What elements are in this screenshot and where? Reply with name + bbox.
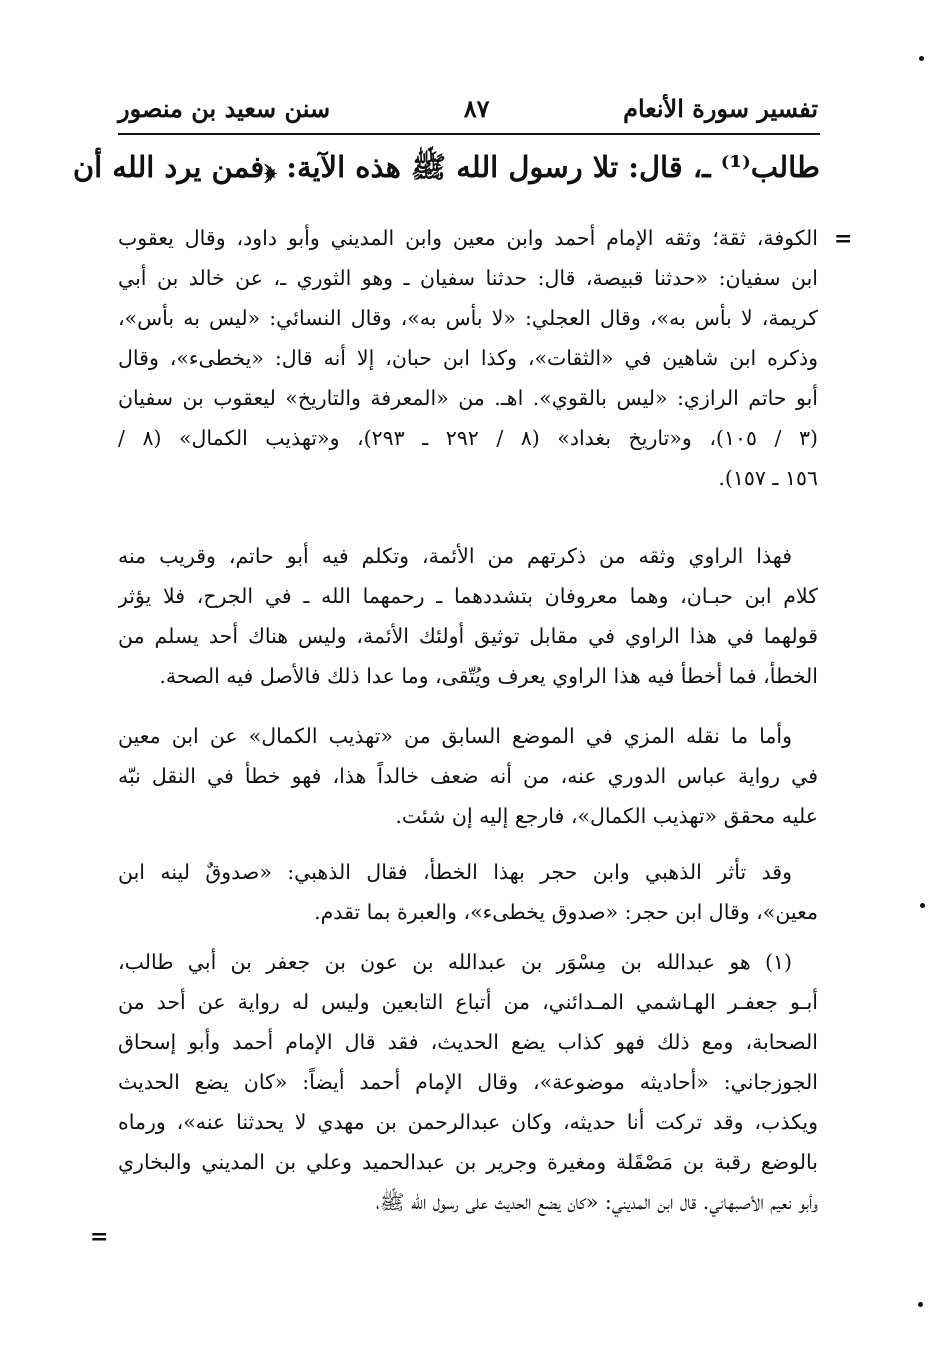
footnote-line: ويكذب، وقد تركت أنا حديثه، وكان عبدالرحمن بن مهدي لا يحدثنا عنه»، ورماه [118, 1110, 818, 1134]
paragraph-line: في رواية عباس الدوري عنه، من أنه ضعف خالداً هذا، فهو خطأ في النقل نبّه [118, 764, 818, 788]
page-number: ٨٧ [463, 93, 490, 123]
footnote-line: وأبو نعيم الأصبهاني. قال ابن المديني: «كان يضع الحديث على رسول الله ﷺ، [375, 1190, 818, 1214]
running-header [118, 88, 818, 128]
footnote-line: الكوفة، ثقة؛ وثقه الإمام أحمد وابن معين وابن المديني وأبو داود، وقال يعقوب [118, 226, 818, 250]
main-text-line: طالب⁽¹⁾ ـ، قال: تلا رسول الله ﷺ هذه الآية: ﴿فمن يرد الله أن [72, 150, 820, 184]
paragraph-line: فهذا الراوي وثقه من ذكرتهم من الأئمة، وتكلم فيه أبو حاتم، وقريب منه [118, 544, 792, 568]
book-title: سنن سعيد بن منصور [118, 93, 331, 123]
footnote-1 [118, 942, 818, 1222]
footnote-line: الجوزجاني: «أحاديثه موضوعة»، وقال الإمام أحمد أيضاً: «كان يضع الحديث [118, 1070, 818, 1094]
paragraph-line: الخطأ، فما أخطأ فيه هذا الراوي يعرف ويُتّقى، وما عدا ذلك فالأصل فيه الصحة. [159, 664, 818, 688]
scan-speck [919, 56, 924, 61]
footnote-line: ابن سفيان: «حدثنا قبيصة، قال: حدثنا سفيان ـ وهو الثوري ـ، عن خالد بن أبي [118, 266, 818, 290]
paragraph-line: معين»، وقال ابن حجر: «صدوق يخطىء»، والعبرة بما تقدم. [314, 900, 818, 924]
paragraph-line: وقد تأثر الذهبي وابن حجر بهذا الخطأ، فقال الذهبي: «صدوقٌ لينه ابن [118, 860, 792, 884]
paragraph-line: عليه محقق «تهذيب الكمال»، فارجع إليه إن شئت. [395, 804, 818, 828]
footnote-line: أبـو جعفـر الهـاشمي المـدائني، من أتباع التابعين وليس له رواية عن أحد من [118, 990, 818, 1014]
paragraph-line: كلام ابن حبـان، وهما معروفان بتشددهما ـ رحمهما الله ـ في الجرح، فلا يؤثر [118, 584, 818, 608]
footnote-line: وذكره ابن شاهين في «الثقات»، وكذا ابن حبان، إلا أنه قال: «يخطىء»، وقال [118, 346, 818, 370]
footnote-line: (٣ / ١٠٥)، و«تاريخ بغداد» (٨ / ٢٩٢ ـ ٢٩٣)، و«تهذيب الكمال» (٨ / [118, 426, 818, 450]
surah-title: تفسير سورة الأنعام [623, 93, 818, 123]
footnote-line: ١٥٦ ـ ١٥٧). [718, 466, 818, 490]
continuation-mark-top: = [834, 226, 853, 252]
footnote-line: الصحابة، ومع ذلك فهو كذاب يضع الحديث، فقد قال الإمام أحمد وأبو إسحاق [118, 1030, 818, 1054]
paragraph-line: وأما ما نقله المزي في الموضع السابق من «تهذيب الكمال» عن ابن معين [118, 724, 792, 748]
paragraph-line: قولهما في هذا الراوي في مقابل توثيق أولئك الأئمة، وليس هناك أحد يسلم من [118, 624, 818, 648]
header-rule [118, 133, 820, 135]
footnote-line: (١) هو عبدالله بن مِسْوَر بن عبدالله بن عون بن جعفر بن أبي طالب، [118, 950, 792, 974]
paragraph-1 [118, 536, 818, 696]
footnote-line: بالوضع رقبة بن مَصْقَلة ومغيرة وجرير بن عبدالحميد وعلي بن المديني والبخاري [118, 1150, 818, 1174]
footnote-line: كريمة، لا بأس به»، وقال العجلي: «لا بأس به»، وقال النسائي: «ليس به بأس»، [118, 306, 818, 330]
scan-speck [920, 903, 925, 908]
footnote-line: أبو حاتم الرازي: «ليس بالقوي». اهـ. من «المعرفة والتاريخ» ليعقوب بن سفيان [118, 386, 818, 410]
footnote-previous [118, 218, 818, 498]
continuation-mark-bottom: = [90, 1224, 109, 1250]
paragraph-2 [118, 716, 818, 836]
scan-speck [918, 1302, 923, 1307]
paragraph-3 [118, 852, 818, 932]
